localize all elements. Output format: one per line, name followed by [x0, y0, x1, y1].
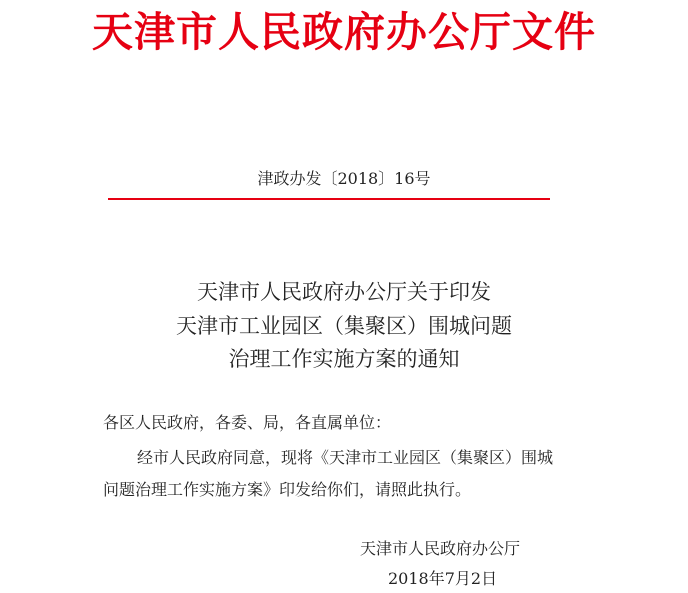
document-header-title: 天津市人民政府办公厅文件: [92, 8, 596, 56]
notice-title-line-2: 天津市工业园区（集聚区）围城问题: [176, 314, 512, 338]
notice-title-line-1: 天津市人民政府办公厅关于印发: [197, 280, 491, 304]
notice-title-line-3: 治理工作实施方案的通知: [228, 347, 460, 371]
signature-issuer: 天津市人民政府办公厅: [360, 539, 521, 558]
signature-date: 2018年7月2日: [388, 569, 498, 588]
body-paragraph-line-2: 问题治理工作实施方案》印发给你们，请照此执行。: [103, 480, 472, 499]
document-number: 津政办发〔2018〕16号: [257, 169, 431, 188]
red-divider-rule: [108, 198, 550, 200]
salutation: 各区人民政府，各委、局，各直属单位：: [103, 413, 392, 432]
body-paragraph-line-1: 经市人民政府同意，现将《天津市工业园区（集聚区）围城: [137, 448, 554, 467]
